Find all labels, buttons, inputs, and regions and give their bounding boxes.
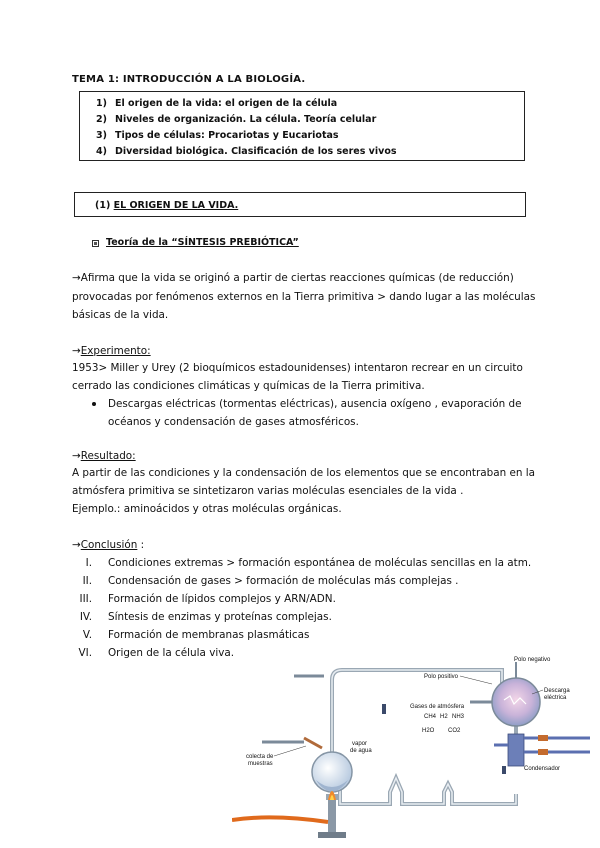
section-title: EL ORIGEN DE LA VIDA.	[113, 200, 239, 211]
subheading: Teoría de la “SÍNTESIS PREBIÓTICA”	[106, 237, 299, 248]
index-text: Diversidad biológica. Clasificación de los seres vivos	[115, 146, 397, 157]
conclusion-item: Formación de lípidos complejos y ARN/ADN.	[108, 593, 336, 605]
index-number: 3)	[96, 130, 107, 141]
resultado-line: Ejemplo.: aminoácidos y otras moléculas orgánicas.	[72, 503, 342, 515]
intro-line: →Afirma que la vida se originó a partir de ciertas reacciones químicas (de reducción)	[72, 272, 514, 284]
index-text: Tipos de células: Procariotas y Eucariotas	[115, 130, 339, 141]
conclusion-item: Origen de la célula viva.	[108, 647, 235, 659]
label-ch4: CH4	[424, 714, 437, 720]
index-number: 1)	[96, 98, 107, 109]
resultado-label: Resultado:	[80, 450, 136, 462]
label-h2: H2	[440, 714, 448, 720]
experimento-line: 1953> Miller y Urey (2 bioquímicos estadounidenses) intentaron recrear en un circuito	[72, 362, 523, 374]
arrow-icon: →	[72, 539, 81, 551]
section-number: (1)	[95, 200, 111, 211]
resultado-line: A partir de las condiciones y la condensación de los elementos que se encontraban en la	[72, 467, 535, 479]
conclusion-item: Condensación de gases > formación de moléculas más complejas .	[108, 575, 459, 587]
index-item	[96, 114, 376, 125]
label-gases: Gases de atmósfera	[410, 704, 465, 710]
resultado-heading	[72, 450, 136, 463]
index-item	[96, 146, 397, 157]
conclusion-heading	[72, 539, 144, 552]
index-box	[79, 91, 525, 161]
bullet-line: Descargas eléctricas (tormentas eléctricas), ausencia oxígeno , evaporación de	[108, 398, 522, 410]
roman-numeral: VI.	[78, 647, 92, 659]
roman-numeral: IV.	[79, 611, 92, 623]
experimento-heading	[72, 345, 151, 358]
label-h2o: H2O	[422, 728, 435, 734]
label-condensador: Condensador	[524, 766, 561, 772]
arrow-icon: →	[72, 345, 81, 357]
conclusion-item: Síntesis de enzimas y proteínas complejas.	[108, 611, 332, 623]
experimento-line: cerrado las condiciones climáticas y químicas de la Tierra primitiva.	[72, 380, 425, 392]
conclusion-suffix: :	[137, 539, 145, 551]
label-muestras: muestras	[248, 761, 273, 767]
index-item	[96, 98, 337, 109]
index-text: El origen de la vida: el origen de la célula	[115, 98, 338, 109]
bunsen-burner-icon	[232, 791, 346, 838]
section-heading-box	[74, 192, 526, 217]
label-polo-negativo: Polo negativo	[514, 657, 551, 663]
section-heading	[95, 200, 238, 211]
conclusion-item: Formación de membranas plasmáticas	[108, 629, 310, 641]
glass-tubes	[332, 670, 516, 804]
label-vapor: vapor	[352, 741, 368, 747]
label-de-agua: de agua	[350, 748, 372, 754]
experimento-label: Experimento:	[80, 345, 151, 357]
label-polo-positivo: Polo positivo	[424, 674, 459, 680]
electrode-rods	[262, 676, 494, 748]
roman-numeral: V.	[82, 629, 92, 641]
intro-line: provocadas por fenómenos externos en la Tierra primitiva > dando lugar a las moléculas	[72, 291, 536, 303]
conclusion-item: Condiciones extremas > formación espontánea de moléculas sencillas en la atm.	[108, 557, 532, 569]
label-electrica: eléctrica	[544, 695, 567, 701]
arrow-icon: →	[72, 450, 81, 462]
label-nh3: NH3	[452, 714, 465, 720]
conclusion-label: Conclusión	[80, 539, 138, 551]
label-colecta: colecta de	[246, 754, 274, 760]
index-number: 2)	[96, 114, 107, 125]
roman-numeral: III.	[79, 593, 92, 605]
miller-urey-apparatus-diagram	[232, 654, 592, 848]
roman-numeral: I.	[85, 557, 92, 569]
resultado-line: atmósfera primitiva se sintetizaron varias moléculas esenciales de la vida .	[72, 485, 464, 497]
index-item	[96, 130, 339, 141]
bullet-line: océanos y condensación de gases atmosféricos.	[108, 416, 359, 428]
label-descarga: Descarga	[544, 688, 570, 694]
glass-tubes-inner	[332, 670, 516, 804]
index-number: 4)	[96, 146, 107, 157]
roman-numeral: II.	[82, 575, 92, 587]
label-co2: CO2	[448, 728, 461, 734]
index-text: Niveles de organización. La célula. Teoría celular	[115, 114, 377, 125]
bullet-icon	[92, 402, 96, 406]
page-title: TEMA 1: INTRODUCCIÓN A LA BIOLOGÍA.	[72, 74, 306, 85]
checkbox-bullet-icon	[92, 240, 99, 247]
condenser-icon	[494, 734, 590, 766]
intro-line: básicas de la vida.	[72, 309, 169, 321]
